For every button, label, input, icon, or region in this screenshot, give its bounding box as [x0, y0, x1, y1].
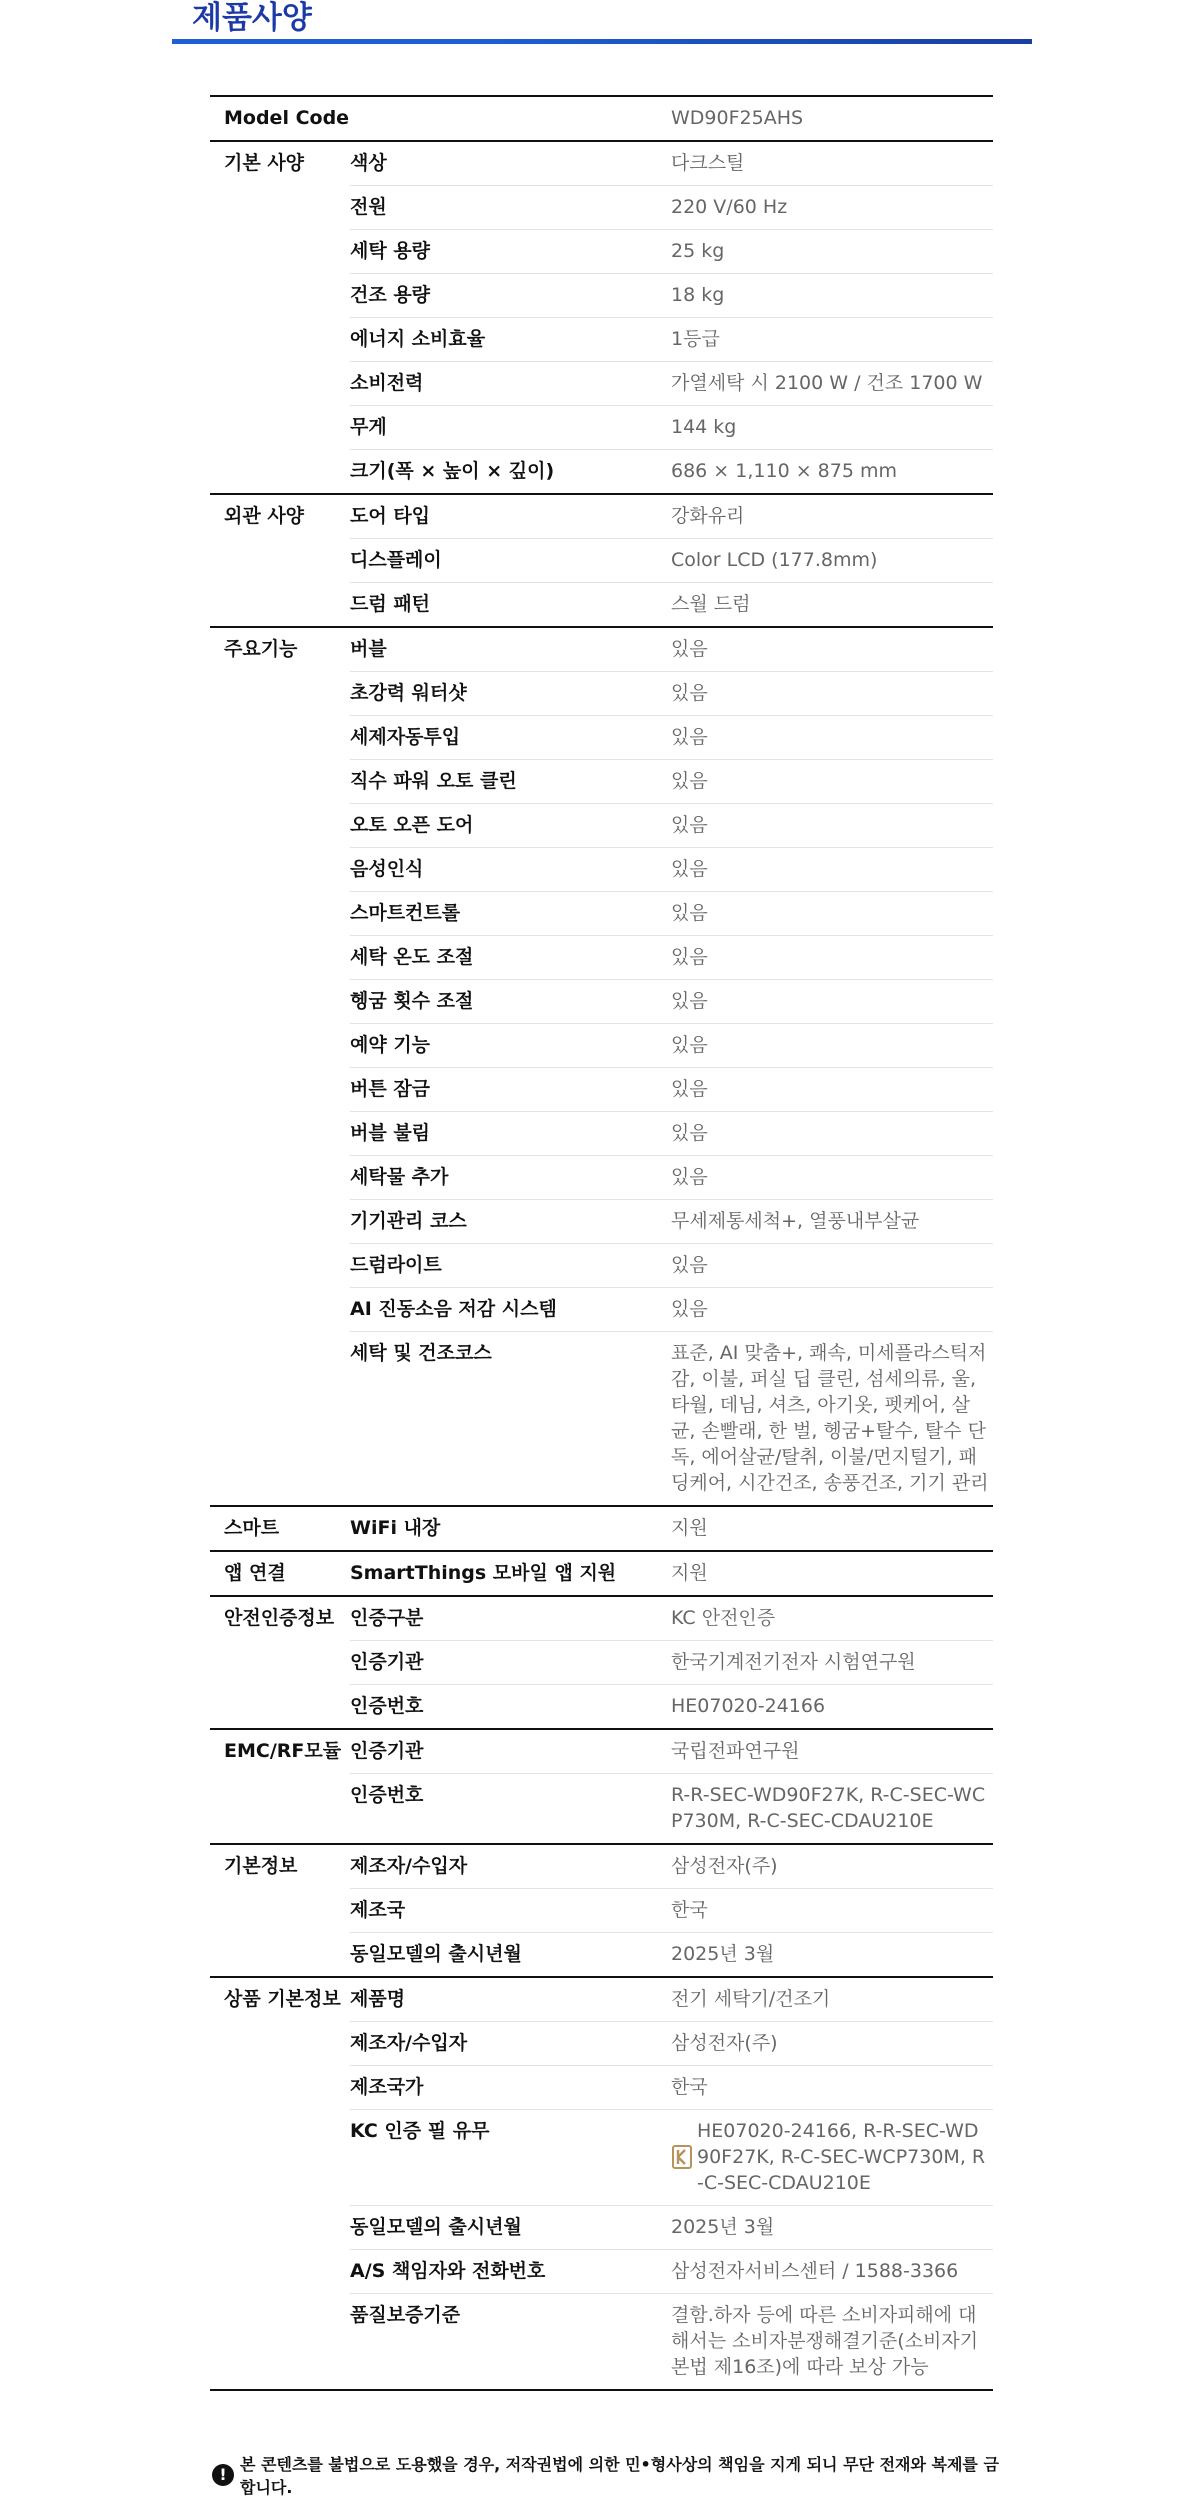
spec-row	[210, 716, 993, 760]
spec-group-label	[210, 1685, 350, 1730]
spec-row	[210, 1774, 993, 1845]
spec-value: 표준, AI 맞춤+, 쾌속, 미세플라스틱저감, 이불, 퍼실 딥 클린, 섬세의류, 울, 타월, 데님, 셔츠, 아기옷, 펫케어, 살균, 손빨래, 한 벌, 헹굼+탈수, 탈수 단독, 에어살균/탈취, 이불/먼지털기, 패딩케어, 시간건조, 송풍건조, 기기 관리	[671, 1342, 989, 1494]
spec-group-label	[210, 2250, 350, 2294]
spec-value-cell	[671, 804, 993, 848]
spec-row	[210, 1244, 993, 1288]
spec-label: 기기관리 코스	[350, 1200, 671, 1244]
spec-row	[210, 2066, 993, 2110]
spec-value-cell	[671, 96, 993, 141]
spec-label: 인증구분	[350, 1596, 671, 1641]
spec-value-cell	[671, 1068, 993, 1112]
spec-label: 버튼 잠금	[350, 1068, 671, 1112]
spec-group-label: 기본정보	[210, 1844, 350, 1889]
spec-value: 강화유리	[671, 505, 745, 527]
spec-row	[210, 450, 993, 495]
page-title: 제품사양	[192, 0, 312, 36]
spec-row	[210, 1729, 993, 1774]
spec-value-cell	[671, 892, 993, 936]
spec-value: 다크스틸	[671, 152, 745, 174]
spec-group-label	[210, 760, 350, 804]
spec-value-cell	[671, 1774, 993, 1845]
spec-group-label	[210, 406, 350, 450]
spec-row	[210, 96, 993, 141]
spec-value: 있음	[671, 1122, 708, 1144]
spec-value-cell	[671, 1977, 993, 2022]
spec-value-cell	[671, 2066, 993, 2110]
spec-label	[350, 96, 671, 141]
spec-value: 있음	[671, 814, 708, 836]
spec-label: AI 진동소음 저감 시스템	[350, 1288, 671, 1332]
spec-group-label: EMC/RF모듈	[210, 1729, 350, 1774]
spec-value-cell	[671, 936, 993, 980]
spec-group-label	[210, 1889, 350, 1933]
spec-group-label	[210, 980, 350, 1024]
spec-row	[210, 230, 993, 274]
spec-label: 드럼 패턴	[350, 593, 431, 615]
spec-label: A/S 책임자와 전화번호	[350, 2250, 671, 2294]
spec-group-label: 상품 기본정보	[210, 1977, 350, 2022]
spec-row	[210, 1288, 993, 1332]
spec-row	[210, 1506, 993, 1551]
spec-row	[210, 2022, 993, 2066]
spec-label: 드럼라이트	[350, 1244, 671, 1288]
spec-value: 지원	[671, 1562, 708, 1584]
spec-value: R-R-SEC-WD90F27K, R-C-SEC-WCP730M, R-C-SEC-CDAU210E	[671, 1784, 986, 1832]
spec-group-label	[210, 1933, 350, 1978]
spec-value: 2025년 3월	[671, 1943, 775, 1965]
spec-value-cell	[671, 1641, 993, 1685]
spec-label: 초강력 워터샷	[350, 672, 671, 716]
spec-group-label	[210, 936, 350, 980]
spec-group-label: 기본 사양	[210, 141, 350, 186]
spec-value: 삼성전자(주)	[671, 2032, 778, 2054]
spec-group-label	[210, 2110, 350, 2206]
spec-row	[210, 141, 993, 186]
kc-certification-icon	[671, 2144, 693, 2170]
spec-value-cell	[671, 672, 993, 716]
spec-row	[210, 672, 993, 716]
spec-group-label	[210, 2022, 350, 2066]
spec-value-cell	[671, 318, 993, 362]
spec-value-cell	[671, 1933, 993, 1978]
spec-value-cell	[671, 1685, 993, 1730]
spec-label: 전원	[350, 186, 671, 230]
spec-row	[210, 186, 993, 230]
spec-group-label	[210, 2206, 350, 2250]
spec-value-cell	[671, 406, 993, 450]
spec-value-cell	[671, 230, 993, 274]
spec-value-cell	[671, 2022, 993, 2066]
spec-value: 지원	[671, 1517, 708, 1539]
spec-row	[210, 494, 993, 539]
spec-value-cell	[671, 1844, 993, 1889]
spec-value: 삼성전자서비스센터 / 1588-3366	[671, 2260, 959, 2282]
spec-value: 있음	[671, 770, 708, 792]
spec-label: 제조자/수입자	[350, 2022, 671, 2066]
spec-row	[210, 1844, 993, 1889]
spec-row	[210, 804, 993, 848]
spec-row	[210, 539, 993, 583]
spec-value-cell	[671, 1244, 993, 1288]
spec-row	[210, 1889, 993, 1933]
spec-value-cell	[671, 1156, 993, 1200]
spec-value: 있음	[671, 1078, 708, 1100]
spec-row	[210, 406, 993, 450]
spec-value: KC 안전인증	[671, 1607, 776, 1629]
spec-value-cell	[671, 1596, 993, 1641]
spec-value: 686 × 1,110 × 875 mm	[671, 460, 897, 482]
spec-row	[210, 1685, 993, 1730]
spec-row	[210, 1596, 993, 1641]
spec-label: 동일모델의 출시년월	[350, 1943, 522, 1965]
spec-label: 건조 용량	[350, 274, 671, 318]
spec-value: 18 kg	[671, 284, 725, 306]
spec-value: 있음	[671, 858, 708, 880]
spec-group-label: Model Code	[224, 107, 350, 129]
spec-value-cell	[671, 1506, 993, 1551]
spec-value-cell	[671, 1332, 993, 1507]
spec-label: WiFi 내장	[350, 1506, 671, 1551]
spec-value-cell	[671, 848, 993, 892]
spec-label: 크기(폭 × 높이 × 깊이)	[350, 460, 555, 482]
spec-value: 한국	[671, 1899, 708, 1921]
spec-label: 스마트컨트롤	[350, 892, 671, 936]
spec-value: 1등급	[671, 328, 720, 350]
spec-label: 직수 파워 오토 클린	[350, 760, 671, 804]
spec-value-cell	[671, 1729, 993, 1774]
spec-value: 있음	[671, 682, 708, 704]
kc-mark-wrap	[671, 2118, 989, 2196]
spec-row	[210, 2110, 993, 2206]
spec-value-cell	[671, 2206, 993, 2250]
spec-group-label	[210, 1244, 350, 1288]
spec-value: 2025년 3월	[671, 2216, 775, 2238]
spec-value: Color LCD (177.8mm)	[671, 549, 878, 571]
spec-value: 있음	[671, 726, 708, 748]
spec-group-label	[210, 539, 350, 583]
spec-label: 예약 기능	[350, 1024, 671, 1068]
spec-row	[210, 1024, 993, 1068]
spec-row	[210, 274, 993, 318]
spec-label: 세탁물 추가	[350, 1156, 671, 1200]
spec-label: 세탁 및 건조코스	[350, 1342, 492, 1364]
spec-row	[210, 2206, 993, 2250]
spec-value-cell	[671, 716, 993, 760]
spec-row	[210, 362, 993, 406]
spec-value: HE07020-24166, R-R-SEC-WD90F27K, R-C-SEC-WCP730M, R-C-SEC-CDAU210E	[697, 2120, 986, 2194]
spec-group-label	[210, 1068, 350, 1112]
spec-group-label	[210, 892, 350, 936]
spec-row	[210, 760, 993, 804]
spec-label: 에너지 소비효율	[350, 318, 671, 362]
spec-row	[210, 627, 993, 672]
spec-group-label	[210, 1156, 350, 1200]
spec-row	[210, 936, 993, 980]
spec-value: 있음	[671, 946, 708, 968]
spec-value: 가열세탁 시 2100 W / 건조 1700 W	[671, 372, 983, 394]
spec-value-cell	[671, 362, 993, 406]
spec-value: 한국기계전기전자 시험연구원	[671, 1651, 916, 1673]
spec-row	[210, 1156, 993, 1200]
spec-group-label	[210, 1332, 350, 1507]
spec-value-cell	[671, 141, 993, 186]
spec-value: 있음	[671, 902, 708, 924]
spec-value-cell	[671, 494, 993, 539]
spec-group-label	[210, 1024, 350, 1068]
spec-value: 무세제통세척+, 열풍내부살균	[671, 1210, 920, 1232]
spec-row	[210, 1200, 993, 1244]
spec-group-label	[210, 1641, 350, 1685]
spec-row	[210, 2294, 993, 2391]
spec-group-label	[210, 2066, 350, 2110]
spec-table-body	[210, 96, 993, 2390]
spec-value: HE07020-24166	[671, 1695, 826, 1717]
spec-table	[210, 95, 993, 2391]
spec-value: 스월 드럼	[671, 593, 751, 615]
spec-group-label	[210, 1200, 350, 1244]
spec-value-cell	[671, 450, 993, 495]
spec-value-cell	[671, 1288, 993, 1332]
spec-label: 세탁 온도 조절	[350, 936, 671, 980]
spec-label: 헹굼 횟수 조절	[350, 980, 671, 1024]
spec-group-label: 주요기능	[210, 627, 350, 672]
spec-value-cell	[671, 2250, 993, 2294]
spec-label: 동일모델의 출시년월	[350, 2206, 671, 2250]
spec-value: 144 kg	[671, 416, 737, 438]
spec-row	[210, 848, 993, 892]
spec-row	[210, 1933, 993, 1978]
spec-value: 삼성전자(주)	[671, 1855, 778, 1877]
copyright-text: 본 콘텐츠를 불법으로 도용했을 경우, 저작권법에 의한 민•형사상의 책임을 지게 되니 무단 전재와 복제를 금합니다.	[240, 2455, 999, 2497]
spec-value-cell	[671, 1024, 993, 1068]
spec-group-label	[210, 1112, 350, 1156]
spec-row	[210, 1641, 993, 1685]
spec-row	[210, 1332, 993, 1507]
spec-value: 25 kg	[671, 240, 725, 262]
spec-group-label: 앱 연결	[210, 1551, 350, 1596]
spec-label: 인증번호	[350, 1784, 424, 1806]
spec-value: 있음	[671, 1298, 708, 1320]
title-section	[172, 0, 1032, 44]
copyright-notice	[212, 2452, 1002, 2498]
spec-value: 있음	[671, 1254, 708, 1276]
spec-label: 버블	[350, 627, 671, 672]
spec-group-label	[210, 186, 350, 230]
spec-value: 있음	[671, 1166, 708, 1188]
spec-label: SmartThings 모바일 앱 지원	[350, 1551, 671, 1596]
spec-group-label	[210, 583, 350, 628]
title-underline	[172, 39, 1032, 44]
spec-value-cell	[671, 627, 993, 672]
spec-group-label	[210, 450, 350, 495]
spec-value: 전기 세탁기/건조기	[671, 1988, 831, 2010]
spec-group-label: 스마트	[210, 1506, 350, 1551]
spec-label: 제조국가	[350, 2066, 671, 2110]
spec-group-label	[210, 274, 350, 318]
exclamation-icon: !	[212, 2464, 234, 2486]
spec-group-label	[210, 318, 350, 362]
spec-group-label	[210, 848, 350, 892]
spec-value: 220 V/60 Hz	[671, 196, 788, 218]
spec-row	[210, 583, 993, 628]
spec-row	[210, 318, 993, 362]
spec-row	[210, 892, 993, 936]
spec-value-cell	[671, 1889, 993, 1933]
spec-label: KC 인증 필 유무	[350, 2110, 671, 2206]
spec-label: 제조자/수입자	[350, 1844, 671, 1889]
spec-label: 세탁 용량	[350, 230, 671, 274]
spec-value-cell	[671, 1200, 993, 1244]
spec-label: 소비전력	[350, 362, 671, 406]
spec-value-cell	[671, 1551, 993, 1596]
spec-group-label	[210, 716, 350, 760]
spec-group-label	[210, 672, 350, 716]
spec-value-cell	[671, 980, 993, 1024]
spec-group-label	[210, 804, 350, 848]
spec-group-label	[210, 1774, 350, 1845]
spec-value: 결함.하자 등에 따른 소비자피해에 대해서는 소비자분쟁해결기준(소비자기본법 제16조)에 따라 보상 가능	[671, 2304, 979, 2378]
spec-label: 인증기관	[350, 1641, 671, 1685]
spec-value-cell	[671, 274, 993, 318]
spec-group-label	[210, 230, 350, 274]
spec-label: 품질보증기준	[350, 2304, 461, 2326]
spec-value-cell	[671, 2110, 993, 2206]
spec-value: 있음	[671, 638, 708, 660]
spec-row	[210, 1977, 993, 2022]
spec-group-label: 외관 사양	[210, 494, 350, 539]
spec-label: 제품명	[350, 1977, 671, 2022]
spec-row	[210, 1112, 993, 1156]
spec-value-cell	[671, 186, 993, 230]
spec-value-cell	[671, 2294, 993, 2391]
spec-row	[210, 2250, 993, 2294]
spec-value: WD90F25AHS	[671, 107, 804, 129]
spec-label: 세제자동투입	[350, 716, 671, 760]
spec-group-label: 안전인증정보	[210, 1596, 350, 1641]
spec-value: 있음	[671, 1034, 708, 1056]
spec-value: 국립전파연구원	[671, 1740, 800, 1762]
spec-row	[210, 980, 993, 1024]
spec-label: 디스플레이	[350, 539, 671, 583]
spec-label: 오토 오픈 도어	[350, 804, 671, 848]
spec-label: 제조국	[350, 1889, 671, 1933]
spec-label: 도어 타입	[350, 494, 671, 539]
spec-label: 무게	[350, 406, 671, 450]
spec-value-cell	[671, 583, 993, 628]
spec-value: 있음	[671, 990, 708, 1012]
spec-group-label	[210, 362, 350, 406]
spec-label: 버블 불림	[350, 1112, 671, 1156]
spec-label: 인증기관	[350, 1729, 671, 1774]
spec-group-label	[210, 1288, 350, 1332]
spec-label: 색상	[350, 141, 671, 186]
spec-label: 인증번호	[350, 1695, 424, 1717]
spec-value-cell	[671, 760, 993, 804]
spec-row	[210, 1551, 993, 1596]
spec-group-label	[210, 2294, 350, 2391]
spec-row	[210, 1068, 993, 1112]
spec-value-cell	[671, 1112, 993, 1156]
spec-value: 한국	[671, 2076, 708, 2098]
spec-label: 음성인식	[350, 848, 671, 892]
spec-value-cell	[671, 539, 993, 583]
